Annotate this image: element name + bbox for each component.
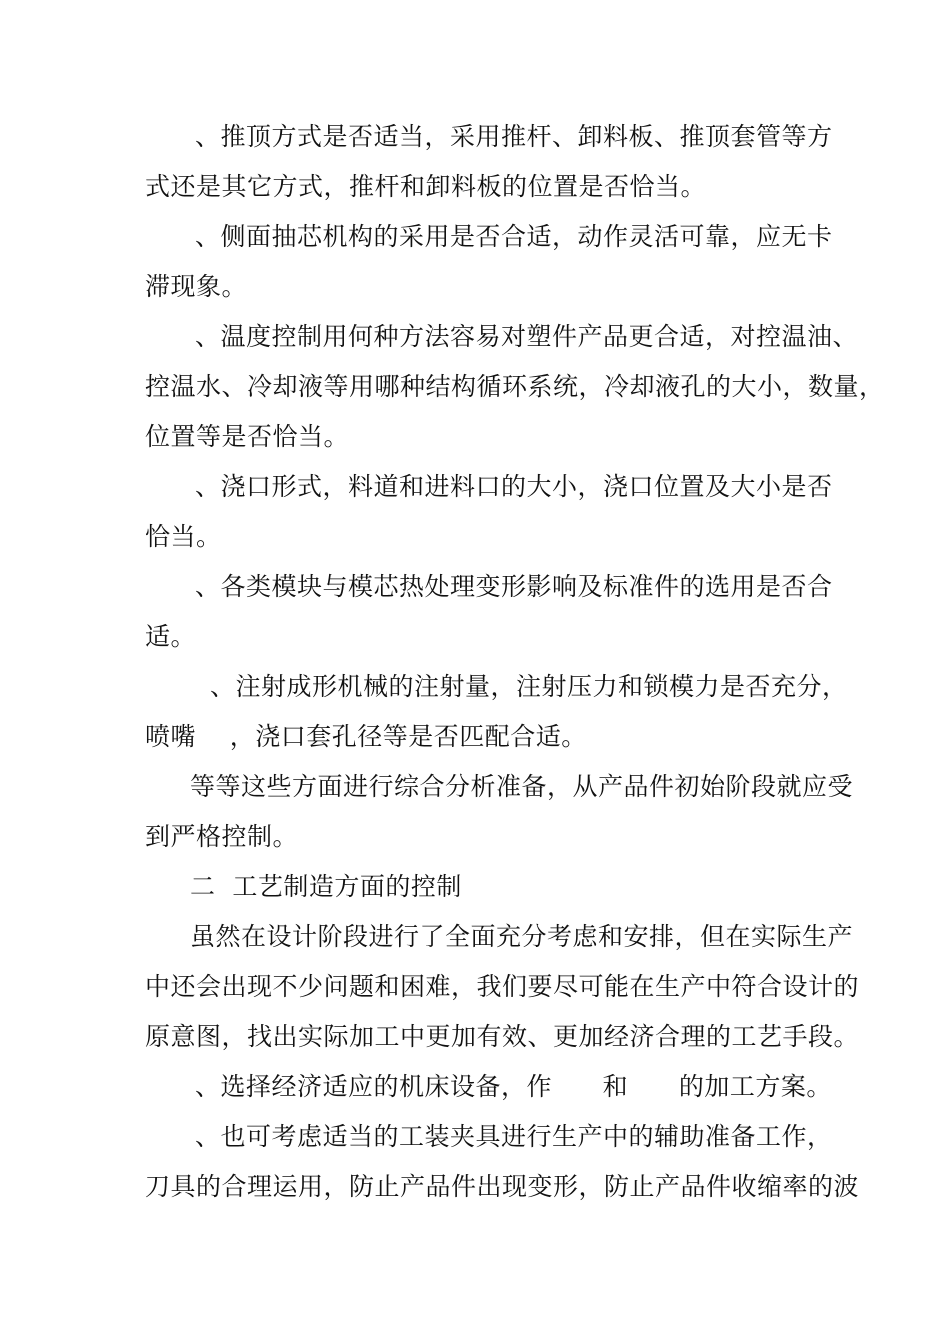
text-line: 位置等是否恰当。	[145, 422, 350, 451]
text-line: 、选择经济适应的机床设备，作 和 的加工方案。	[195, 1072, 832, 1101]
text-line: 、注射成形机械的注射量，注射压力和锁模力是否充分，	[210, 672, 848, 701]
text-line: 原意图，找出实际加工中更加有效、更加经济合理的工艺手段。	[145, 1022, 860, 1051]
text-line: 等等这些方面进行综合分析准备，从产品件初始阶段就应受	[190, 772, 854, 801]
text-line: 滞现象。	[145, 272, 248, 301]
text-line: 、温度控制用何种方法容易对塑件产品更合适，对控温油、	[195, 322, 859, 351]
section-heading: 二 工艺制造方面的控制	[190, 872, 462, 901]
text-line: 到严格控制。	[145, 822, 299, 851]
text-line: 适。	[145, 622, 197, 651]
text-line: 、各类模块与模芯热处理变形影响及标准件的选用是否合	[195, 572, 833, 601]
text-line: 中还会出现不少问题和困难，我们要尽可能在生产中符合设计的	[145, 972, 860, 1001]
text-line: 、推顶方式是否适当，采用推杆、卸料板、推顶套管等方	[195, 122, 833, 151]
text-line: 喷嘴 ，浇口套孔径等是否匹配合适。	[145, 722, 587, 751]
text-line: 刀具的合理运用，防止产品件出现变形，防止产品件收缩率的波	[145, 1172, 860, 1201]
text-line: 控温水、冷却液等用哪种结构循环系统，冷却液孔的大小，数量，	[145, 372, 885, 401]
text-line: 恰当。	[145, 522, 222, 551]
text-line: 虽然在设计阶段进行了全面充分考虑和安排，但在实际生产	[190, 922, 854, 951]
text-line: 、浇口形式，料道和进料口的大小，浇口位置及大小是否	[195, 472, 833, 501]
text-line: 式还是其它方式，推杆和卸料板的位置是否恰当。	[145, 172, 707, 201]
text-line: 、侧面抽芯机构的采用是否合适，动作灵活可靠，应无卡	[195, 222, 833, 251]
text-line: 、也可考虑适当的工装夹具进行生产中的辅助准备工作，	[195, 1122, 833, 1151]
